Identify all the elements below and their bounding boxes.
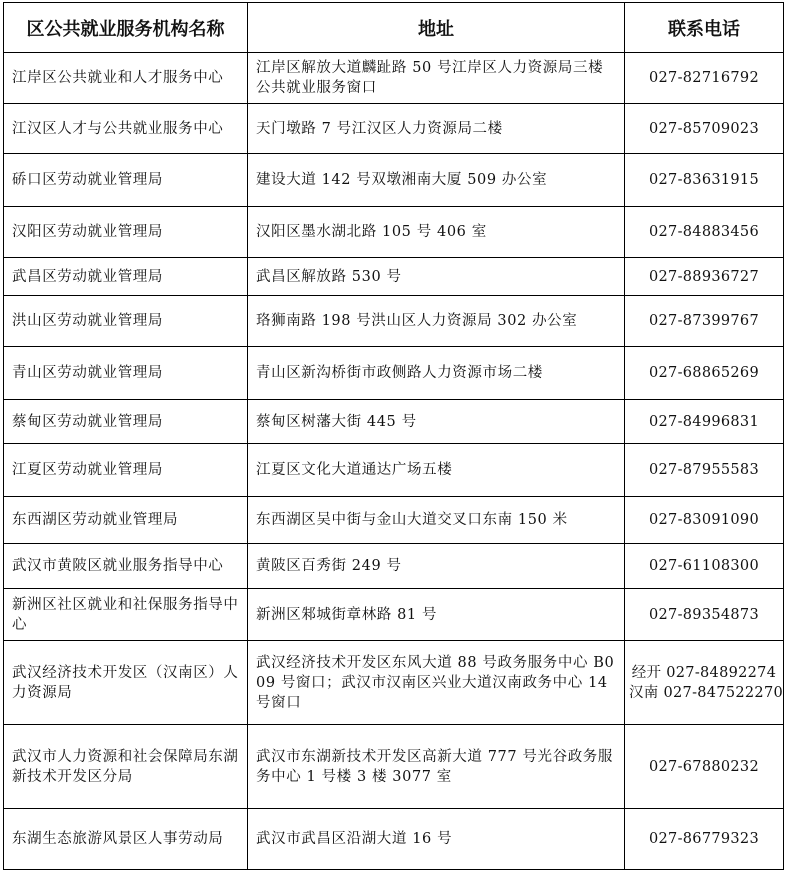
phone-cell	[625, 809, 784, 870]
table-row	[4, 53, 784, 104]
agency-name-cell: 江夏区劳动就业管理局	[4, 444, 248, 497]
address-cell: 青山区新沟桥街市政侧路人力资源市场二楼	[248, 347, 625, 400]
agency-name-cell: 武昌区劳动就业管理局	[4, 258, 248, 296]
table-row	[4, 258, 784, 296]
phone-number: 027-87955583	[649, 462, 759, 478]
table-row	[4, 154, 784, 207]
phone-cell	[625, 497, 784, 544]
agency-name-cell: 新洲区社区就业和社保服务指导中心	[4, 589, 248, 641]
employment-agencies-table	[3, 2, 784, 870]
phone-number: 027-61108300	[649, 558, 759, 574]
phone-number: 027-83091090	[649, 512, 759, 528]
phone-number: 027-83631915	[649, 172, 759, 188]
table-row	[4, 641, 784, 725]
agency-name-cell: 江岸区公共就业和人才服务中心	[4, 53, 248, 104]
agency-name-cell: 洪山区劳动就业管理局	[4, 296, 248, 347]
address-cell: 武汉市武昌区沿湖大道 16 号	[248, 809, 625, 870]
phone-number: 027-88936727	[649, 268, 759, 285]
header-address: 地址	[248, 3, 625, 53]
phone-number: 027-84996831	[649, 413, 759, 430]
phone-cell	[625, 258, 784, 296]
phone-number: 027-86779323	[649, 831, 759, 847]
address-cell: 建设大道 142 号双墩湘南大厦 509 办公室	[248, 154, 625, 207]
table-row	[4, 444, 784, 497]
phone-number: 027-89354873	[649, 606, 759, 623]
address-cell: 江岸区解放大道麟趾路 50 号江岸区人力资源局三楼公共就业服务窗口	[248, 53, 625, 104]
phone-number: 027-85709023	[649, 120, 759, 137]
address-cell: 武汉市东湖新技术开发区高新大道 777 号光谷政务服务中心 1 号楼 3 楼 3077 室	[248, 725, 625, 809]
phone-cell	[625, 347, 784, 400]
phone-number: 027-68865269	[649, 365, 759, 381]
address-cell: 珞狮南路 198 号洪山区人力资源局 302 办公室	[248, 296, 625, 347]
table-row	[4, 207, 784, 258]
phone-cell	[625, 589, 784, 641]
phone-number: 经开 027-84892274	[631, 664, 777, 681]
address-cell: 汉阳区墨水湖北路 105 号 406 室	[248, 207, 625, 258]
phone-number: 027-87399767	[649, 313, 759, 329]
agency-name-cell: 东西湖区劳动就业管理局	[4, 497, 248, 544]
phone-number: 027-67880232	[649, 758, 759, 775]
table-row	[4, 104, 784, 154]
address-cell: 蔡甸区树藩大街 445 号	[248, 400, 625, 444]
phone-cell	[625, 400, 784, 444]
table-row	[4, 544, 784, 589]
table-row	[4, 809, 784, 870]
table-row	[4, 725, 784, 809]
phone-cell	[625, 104, 784, 154]
table-row	[4, 589, 784, 641]
table-row	[4, 400, 784, 444]
header-phone: 联系电话	[625, 3, 784, 53]
agency-name-cell: 江汉区人才与公共就业服务中心	[4, 104, 248, 154]
address-cell: 黄陂区百秀街 249 号	[248, 544, 625, 589]
agency-name-cell: 东湖生态旅游风景区人事劳动局	[4, 809, 248, 870]
phone-number: 027-84883456	[649, 224, 759, 240]
address-cell: 天门墩路 7 号江汉区人力资源局二楼	[248, 104, 625, 154]
address-cell: 武昌区解放路 530 号	[248, 258, 625, 296]
phone-number: 027-82716792	[649, 70, 759, 86]
phone-number: 汉南 027-847522270	[629, 684, 784, 701]
agency-name-cell: 武汉市人力资源和社会保障局东湖新技术开发区分局	[4, 725, 248, 809]
agency-name-cell: 青山区劳动就业管理局	[4, 347, 248, 400]
phone-cell	[625, 544, 784, 589]
header-agency-name: 区公共就业服务机构名称	[4, 3, 248, 53]
table-row	[4, 497, 784, 544]
agency-name-cell: 武汉市黄陂区就业服务指导中心	[4, 544, 248, 589]
table-row	[4, 347, 784, 400]
header-row	[4, 3, 784, 53]
phone-cell	[625, 207, 784, 258]
agency-name-cell: 汉阳区劳动就业管理局	[4, 207, 248, 258]
address-cell: 武汉经济技术开发区东风大道 88 号政务服务中心 B009 号窗口；武汉市汉南区兴业大道汉南政务中心 14 号窗口	[248, 641, 625, 725]
agency-name-cell: 武汉经济技术开发区（汉南区）人力资源局	[4, 641, 248, 725]
phone-cell	[625, 296, 784, 347]
phone-cell	[625, 444, 784, 497]
table-row	[4, 296, 784, 347]
address-cell: 新洲区邾城街章林路 81 号	[248, 589, 625, 641]
phone-cell	[625, 725, 784, 809]
phone-cell	[625, 53, 784, 104]
address-cell: 东西湖区吴中街与金山大道交叉口东南 150 米	[248, 497, 625, 544]
phone-cell	[625, 154, 784, 207]
agency-name-cell: 硚口区劳动就业管理局	[4, 154, 248, 207]
phone-cell	[625, 641, 784, 725]
address-cell: 江夏区文化大道通达广场五楼	[248, 444, 625, 497]
agency-name-cell: 蔡甸区劳动就业管理局	[4, 400, 248, 444]
